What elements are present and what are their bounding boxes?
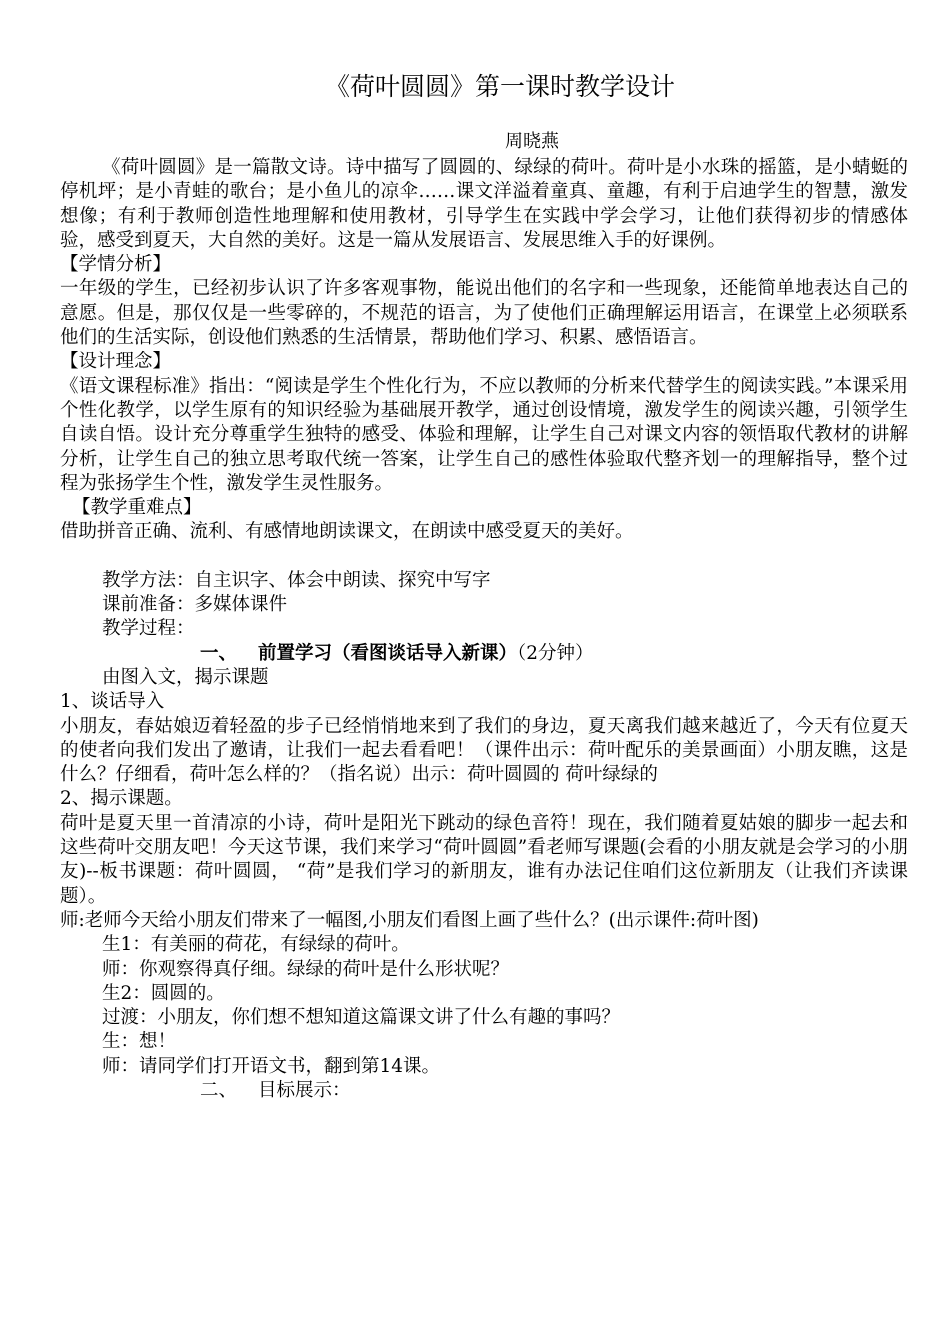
design-concept-text: 《语文课程标准》指出：“阅读是学生个性化行为，不应以教师的分析来代替学生的阅读实践。”本课采用个性化教学，以学生原有的知识经验为基础展开教学，通过创设情境，激发学生的阅读兴趣，引领学生自读自悟。设计充分尊重学生独特的感受、体验和理解，让学生自己对课文内容的领悟取代教材的讲解分析，让学生自己的独立思考取代统一答案，让学生自己的感性体验取代整齐划一的理解指导，整个过程为张扬学生个性，激发学生灵性服务。 [60,375,908,494]
dialogue-line: 过渡：小朋友，你们想不想知道这篇课文讲了什么有趣的事吗？ [102,1007,621,1029]
learner-analysis-text: 一年级的学生，已经初步认识了许多客观事物，能说出他们的名字和一些现象，还能简单地表达自己的意愿。但是，那仅仅是一些零碎的，不规范的语言，为了使他们正确理解运用语言，在课堂上必须联系他们的生活实际，创设他们熟悉的生活情景，帮助他们学习、积累、感悟语言。 [60,278,908,349]
step-two-text: 荷叶是夏天里一首清凉的小诗，荷叶是阳光下跳动的绿色音符！现在，我们随着夏姑娘的脚步一起去和这些荷叶交朋友吧！今天这节课，我们来学习“荷叶圆圆”看老师写课题(会看的小朋友就是会学习的小朋友)--板书课题：荷叶圆圆， “荷”是我们学习的新朋友，谁有办法记住咱们这位新朋友（让我们齐读课题）。 [60,812,908,907]
author-name: 周晓燕 [505,131,559,152]
step-two-heading: 2、揭示课题。 [60,788,183,810]
teaching-method: 教学方法：自主识字、体会中朗读、探究中写字 [102,569,491,591]
dialogue-line: 生2：圆圆的。 [102,982,225,1004]
part-two-heading [60,1079,908,1103]
key-points-heading: 【教学重难点】 [72,497,202,519]
teaching-process-label: 教学过程： [102,618,195,640]
learner-analysis-heading: 【学情分析】 [60,254,172,276]
lesson-preparation: 课前准备：多媒体课件 [102,594,288,616]
dialogue-line: 师：请同学们打开语文书，翻到第14课。 [102,1055,441,1077]
document-title: 《荷叶圆圆》第一课时教学设计 [324,72,675,101]
part-one-title: 前置学习（看图谈话导入新课） [258,642,518,664]
key-points-text: 借助拼音正确、流利、有感情地朗读课文，在朗读中感受夏天的美好。 [60,521,634,543]
part-two-number: 二、 [200,1079,238,1101]
teacher-intro-text: 师:老师今天给小朋友们带来了一幅图,小朋友们看图上画了些什么？(出示课件:荷叶图) [60,909,759,931]
part-one-duration: （2分钟） [517,642,594,664]
part-two-title: 目标展示： [258,1079,351,1101]
design-concept-heading: 【设计理念】 [60,351,172,373]
blank-line [60,545,908,569]
step-one-text: 小朋友，春姑娘迈着轻盈的步子已经悄悄地来到了我们的身边，夏天离我们越来越近了，今天有位夏天的使者向我们发出了邀请，让我们一起去看看吧！（课件出示：荷叶配乐的美景画面）小朋友瞧，这是什么？仔细看，荷叶怎么样的？（指名说）出示：荷叶圆圆的 荷叶绿绿的 [60,715,908,786]
step-one-heading: 1、谈话导入 [60,691,165,713]
document-body [60,156,908,1103]
part-one-number: 一、 [200,642,238,664]
dialogue-line: 生：想！ [102,1031,177,1053]
dialogue-line: 生1：有美丽的荷花，有绿绿的荷叶。 [102,934,410,956]
dialogue-line: 师：你观察得真仔细。绿绿的荷叶是什么形状呢？ [102,958,510,980]
intro-paragraph: 《荷叶圆圆》是一篇散文诗。诗中描写了圆圆的、绿绿的荷叶。荷叶是小水珠的摇篮，是小蜻蜓的停机坪；是小青蛙的歌台；是小鱼儿的凉伞……课文洋溢着童真、童趣，有利于启迪学生的智慧，激发想像；有利于教师创造性地理解和使用教材，引导学生在实践中学会学习，让他们获得初步的情感体验，感受到夏天，大自然的美好。这是一篇从发展语言、发展思维入手的好课例。 [60,157,908,251]
part-one-heading [60,642,908,666]
part-one-subtitle: 由图入文，揭示课题 [102,666,269,688]
